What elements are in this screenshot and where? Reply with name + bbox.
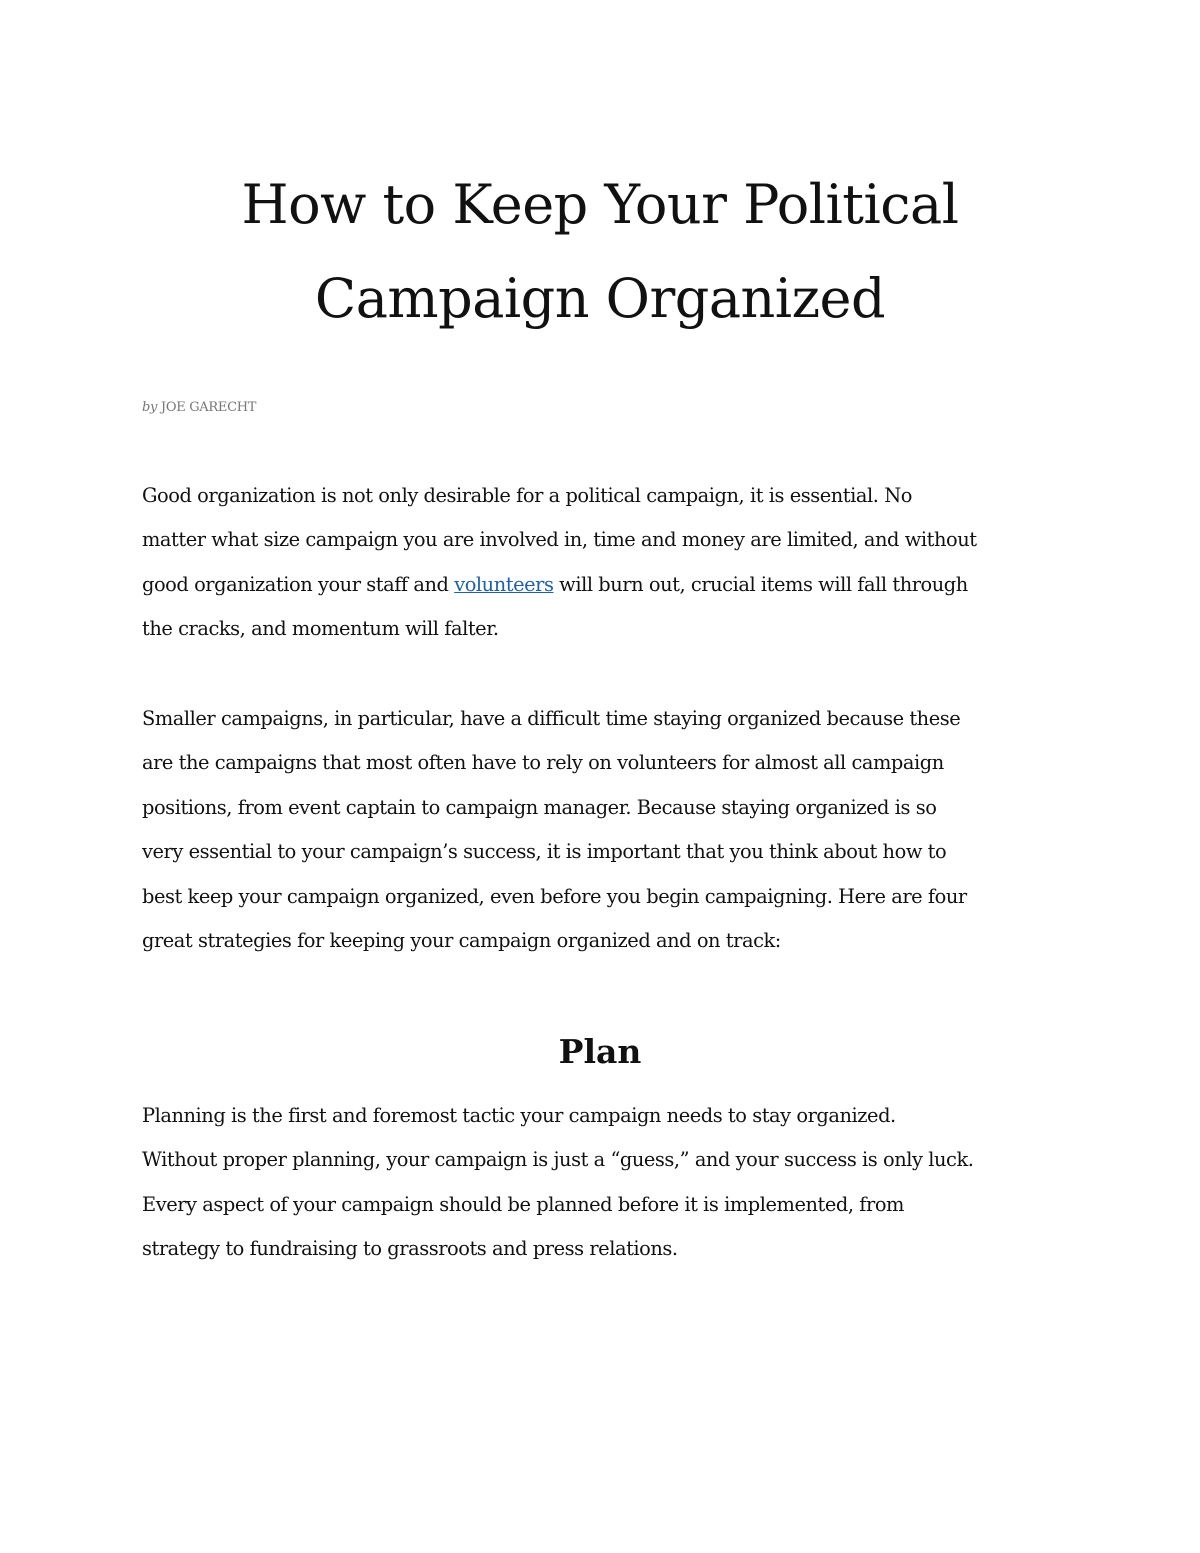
article-title-line-1: How to Keep Your Political <box>241 173 959 236</box>
byline <box>142 400 256 415</box>
article-title <box>150 158 1050 346</box>
paragraph-line: Planning is the first and foremost tactic your campaign needs to stay organized. <box>142 1104 896 1127</box>
paragraph-line: Every aspect of your campaign should be planned before it is implemented, from <box>142 1192 904 1216</box>
paragraph-line: strategy to fundraising to grassroots and press relations. <box>142 1237 678 1261</box>
byline-author: JOE GARECHT <box>160 400 257 415</box>
paragraph-line <box>142 563 1102 607</box>
paragraph-line: very essential to your campaign’s success, it is important that you think about how to <box>142 840 947 864</box>
paragraph-line: positions, from event captain to campaign manager. Because staying organized is so <box>142 795 937 819</box>
plan-paragraph <box>142 1094 1102 1272</box>
paragraph-line: Good organization is not only desirable for a political campaign, it is essential. No <box>142 484 912 507</box>
paragraph-text: will burn out, crucial items will fall through <box>553 572 968 596</box>
paragraph-line: Without proper planning, your campaign is just a “guess,” and your success is only luck. <box>142 1148 974 1172</box>
article-title-line-2: Campaign Organized <box>314 267 886 330</box>
paragraph-line: matter what size campaign you are involved in, time and money are limited, and without <box>142 528 977 552</box>
byline-prefix: by <box>142 400 158 415</box>
intro-paragraph-2 <box>142 697 1102 963</box>
paragraph-text: good organization your staff and <box>142 572 455 596</box>
volunteers-link[interactable]: volunteers <box>454 572 554 596</box>
paragraph-line: Smaller campaigns, in particular, have a difficult time staying organized because these <box>142 707 961 730</box>
paragraph-line: the cracks, and momentum will falter. <box>142 617 499 641</box>
intro-paragraph-1 <box>142 474 1102 652</box>
paragraph-line: are the campaigns that most often have to rely on volunteers for almost all campaign <box>142 751 944 775</box>
paragraph-line: best keep your campaign organized, even before you begin campaigning. Here are four <box>142 884 967 908</box>
section-heading-plan: Plan <box>558 1032 642 1071</box>
paragraph-line: great strategies for keeping your campaign organized and on track: <box>142 929 781 953</box>
